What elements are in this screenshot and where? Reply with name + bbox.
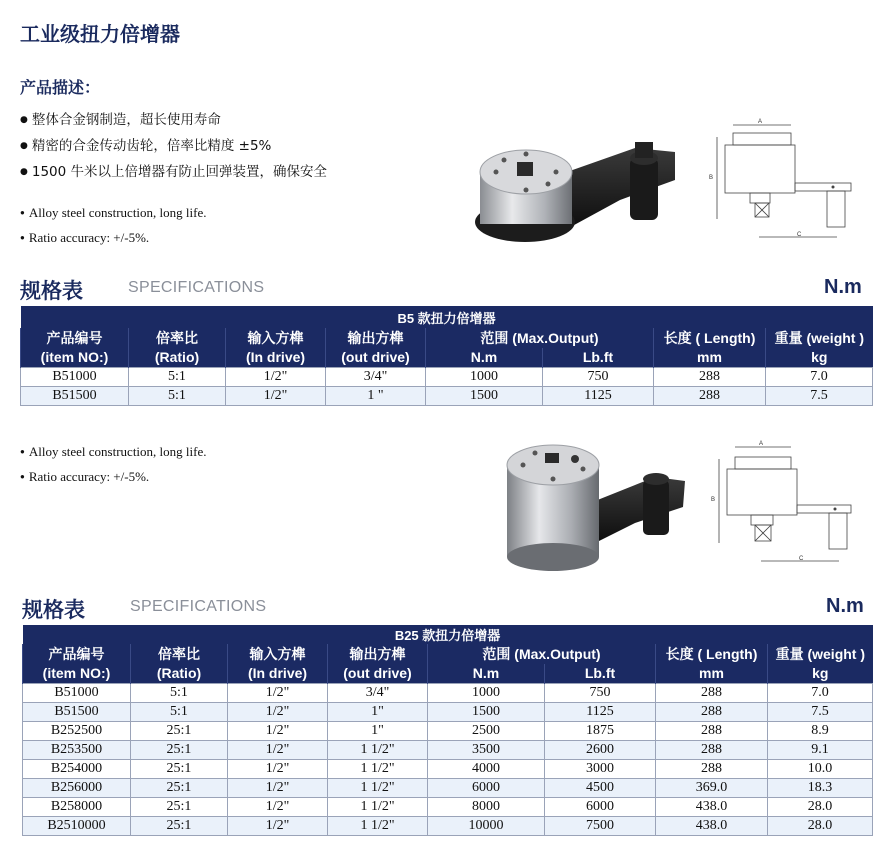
table-cell: 5:1 [129, 386, 226, 405]
table-row [23, 778, 873, 797]
table-cell: 6000 [428, 778, 545, 797]
header-ratio-en: (Ratio) [129, 348, 226, 367]
table-cell: 369.0 [656, 778, 768, 797]
header-mm: mm [654, 348, 766, 367]
table-cell: 7500 [545, 816, 656, 835]
header-item: 产品编号 [23, 644, 131, 664]
table-cell: 288 [656, 740, 768, 759]
header-out-drive-en: (out drive) [326, 348, 426, 367]
header-item-en: (item NO:) [21, 348, 129, 367]
header-nm: N.m [426, 348, 543, 367]
table-cell: 28.0 [768, 816, 873, 835]
table-cell: 288 [656, 721, 768, 740]
table-cell: 5:1 [131, 683, 228, 702]
table-cell: 1 1/2" [328, 740, 428, 759]
table-body [21, 367, 873, 405]
header-range: 范围 (Max.Output) [426, 328, 654, 348]
table-cell: 25:1 [131, 721, 228, 740]
table-cell: 1500 [428, 702, 545, 721]
table-row [23, 816, 873, 835]
table-cell: 288 [656, 683, 768, 702]
table-cell: 288 [654, 367, 766, 386]
header-nm: N.m [428, 664, 545, 683]
table-cell: 25:1 [131, 778, 228, 797]
table-cell: 1/2" [228, 778, 328, 797]
table-cell: 750 [545, 683, 656, 702]
dimension-diagram-b5 [705, 115, 870, 245]
table-row [23, 797, 873, 816]
table-cell: 7.5 [766, 386, 873, 405]
table-row [23, 683, 873, 702]
table-cell: 288 [656, 759, 768, 778]
table-cell: 288 [654, 386, 766, 405]
table-body [23, 683, 873, 835]
table-cell: 2500 [428, 721, 545, 740]
table-cell: 3500 [428, 740, 545, 759]
table-cell: B2510000 [23, 816, 131, 835]
table-cell: 3000 [545, 759, 656, 778]
table-cell: 25:1 [131, 759, 228, 778]
header-lbft: Lb.ft [543, 348, 654, 367]
dimension-label-a: A [758, 119, 763, 125]
header-out-drive-en: (out drive) [328, 664, 428, 683]
table-cell: 18.3 [768, 778, 873, 797]
table-cell: 1125 [543, 386, 654, 405]
header-kg: kg [766, 348, 873, 367]
table-cell: B258000 [23, 797, 131, 816]
table-cell: 28.0 [768, 797, 873, 816]
table-cell: 1 1/2" [328, 816, 428, 835]
table-cell: 1" [328, 721, 428, 740]
table-cell: 1" [328, 702, 428, 721]
table-cell: 1 1/2" [328, 797, 428, 816]
header-length: 长度 ( Length) [654, 328, 766, 348]
table-cell: 1/2" [228, 797, 328, 816]
product-image-b25 [495, 435, 690, 575]
table-row [21, 367, 873, 386]
table-cell: B51000 [21, 367, 129, 386]
table-cell: 1/2" [228, 759, 328, 778]
table-cell: 25:1 [131, 816, 228, 835]
en-bullet-list [20, 201, 206, 251]
table-cell: 1 " [326, 386, 426, 405]
table-cell: 1/2" [226, 367, 326, 386]
table-cell: 438.0 [656, 816, 768, 835]
table-row [21, 386, 873, 405]
table-caption: B5 款扭力倍增器 [21, 306, 873, 328]
table-cell: 438.0 [656, 797, 768, 816]
description-heading: 产品描述： [20, 78, 101, 97]
dimension-label-b: B [711, 497, 716, 503]
table-cell: 750 [543, 367, 654, 386]
table-cell: 5:1 [129, 367, 226, 386]
table-cell: 8000 [428, 797, 545, 816]
dimension-diagram-b25 [705, 435, 870, 570]
table-cell: 4000 [428, 759, 545, 778]
table-row [23, 740, 873, 759]
table-cell: B51000 [23, 683, 131, 702]
table-cell: 25:1 [131, 740, 228, 759]
header-out-drive: 输出方榫 [328, 644, 428, 664]
table-cell: 7.0 [766, 367, 873, 386]
table-cell: 7.5 [768, 702, 873, 721]
unit-label: N.m [826, 595, 864, 617]
header-length: 长度 ( Length) [656, 644, 768, 664]
table-cell: 1000 [426, 367, 543, 386]
table-cell: 3/4" [328, 683, 428, 702]
table-cell: 6000 [545, 797, 656, 816]
table-row [23, 702, 873, 721]
dimension-label-b: B [709, 175, 714, 181]
list-item: ● Alloy steel construction, long life. [20, 201, 206, 226]
spec-subheading: SPECIFICATIONS [128, 279, 265, 296]
table-cell: 25:1 [131, 797, 228, 816]
header-in-drive: 输入方榫 [226, 328, 326, 348]
header-kg: kg [768, 664, 873, 683]
table-cell: B252500 [23, 721, 131, 740]
header-ratio-en: (Ratio) [131, 664, 228, 683]
header-range: 范围 (Max.Output) [428, 644, 656, 664]
header-weight: 重量 (weight ) [768, 644, 873, 664]
table-cell: 1/2" [228, 721, 328, 740]
table-cell: B256000 [23, 778, 131, 797]
table-cell: 1/2" [226, 386, 326, 405]
table-cell: 1125 [545, 702, 656, 721]
page-title: 工业级扭力倍增器 [20, 22, 180, 46]
table-cell: 1/2" [228, 816, 328, 835]
table-cell: 3/4" [326, 367, 426, 386]
table-cell: 1500 [426, 386, 543, 405]
table-cell: 5:1 [131, 702, 228, 721]
header-in-drive-en: (In drive) [228, 664, 328, 683]
list-item: ● 整体合金钢制造，超长使用寿命 [20, 108, 327, 134]
dimension-label-a: A [759, 441, 764, 447]
list-item: ● Alloy steel construction, long life. [20, 440, 206, 465]
dimension-label-c: C [797, 232, 802, 238]
table-cell: 10.0 [768, 759, 873, 778]
header-mm: mm [656, 664, 768, 683]
header-lbft: Lb.ft [545, 664, 656, 683]
header-in-drive: 输入方榫 [228, 644, 328, 664]
table-cell: 7.0 [768, 683, 873, 702]
header-item-en: (item NO:) [23, 664, 131, 683]
table-cell: 2600 [545, 740, 656, 759]
table-cell: B254000 [23, 759, 131, 778]
header-ratio: 倍率比 [131, 644, 228, 664]
table-cell: 1000 [428, 683, 545, 702]
table-cell: 4500 [545, 778, 656, 797]
spec-subheading: SPECIFICATIONS [130, 598, 267, 615]
header-out-drive: 输出方榫 [326, 328, 426, 348]
cn-bullet-list [20, 108, 327, 186]
unit-label: N.m [824, 276, 862, 298]
table-caption: B25 款扭力倍增器 [23, 625, 873, 644]
list-item: ● Ratio accuracy: +/-5%. [20, 465, 206, 490]
list-item: ● 精密的合金传动齿轮，倍率比精度 ±5% [20, 134, 327, 160]
table-cell: 288 [656, 702, 768, 721]
table-cell: 1/2" [228, 702, 328, 721]
table-cell: 1 1/2" [328, 759, 428, 778]
en-bullet-list-2 [20, 440, 206, 490]
table-cell: 1/2" [228, 683, 328, 702]
spec-heading: 规格表 [20, 279, 83, 303]
header-ratio: 倍率比 [129, 328, 226, 348]
dimension-label-c: C [799, 556, 804, 562]
table-cell: 1/2" [228, 740, 328, 759]
table-cell: 10000 [428, 816, 545, 835]
table-cell: 9.1 [768, 740, 873, 759]
table-row [23, 759, 873, 778]
product-image-b5 [470, 130, 685, 250]
header-in-drive-en: (In drive) [226, 348, 326, 367]
spec-heading: 规格表 [22, 598, 85, 622]
list-item: ● 1500 牛米以上倍增器有防止回弹装置，确保安全 [20, 160, 327, 186]
spec-table-b25 [22, 625, 873, 836]
table-cell: 1 1/2" [328, 778, 428, 797]
table-cell: 1875 [545, 721, 656, 740]
table-cell: B51500 [21, 386, 129, 405]
table-cell: B253500 [23, 740, 131, 759]
table-cell: 8.9 [768, 721, 873, 740]
list-item: ● Ratio accuracy: +/-5%. [20, 226, 206, 251]
table-cell: B51500 [23, 702, 131, 721]
header-weight: 重量 (weight ) [766, 328, 873, 348]
table-row [23, 721, 873, 740]
header-item: 产品编号 [21, 328, 129, 348]
spec-table-b5 [20, 306, 873, 406]
